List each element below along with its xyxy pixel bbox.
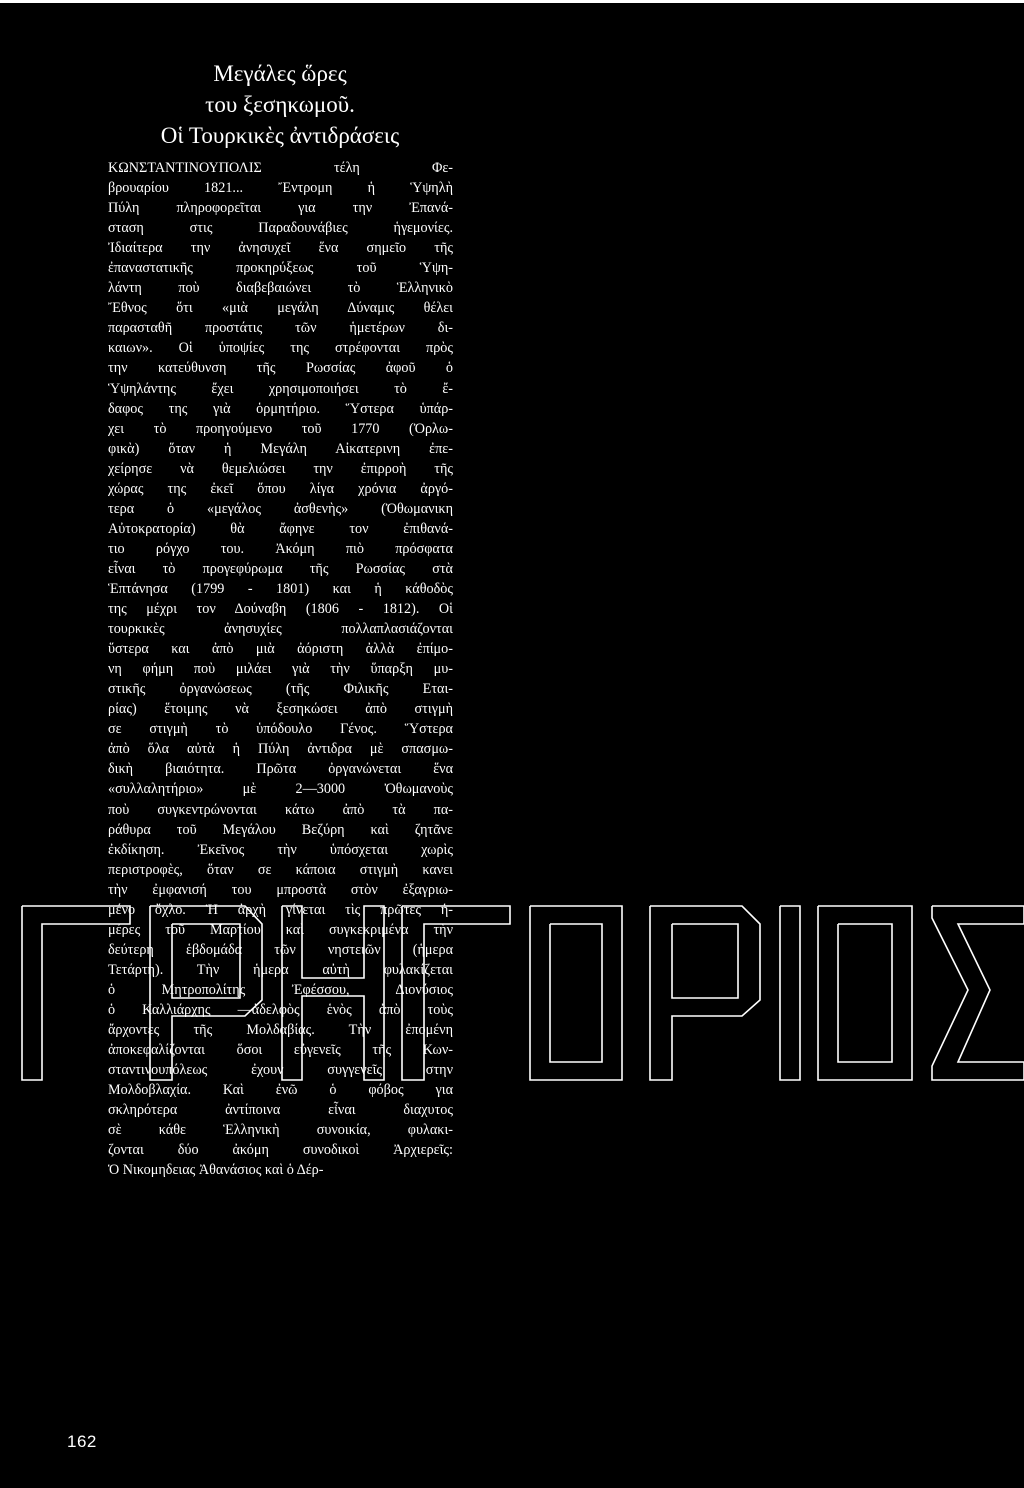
article-line: δικὴ βιαιότητα. Πρῶτα ὀργανώνεται ἕνα: [108, 761, 453, 778]
article-line: χει τὸ προηγούμενο τοῦ 1770 (Ὀρλω-: [108, 420, 453, 437]
article-line: τερα ὁ «μεγάλος ἀσθενὴς» (Ὀθωμανικη: [108, 500, 453, 517]
article-line: Αὐτοκρατορία) θὰ ἄφηνε τον ἐπιθανά-: [108, 520, 453, 537]
letter-gamma-2: [402, 906, 510, 1080]
letter-eta: [282, 906, 384, 1080]
letter-iota: [780, 906, 800, 1080]
article-line: νη φήμη ποὺ μιλάει γιὰ τὴν ὕπαρξη μυ-: [108, 661, 453, 678]
article-line: τὴν ἐμφανισή του μπροστὰ στὸν ἐξαγριω-: [108, 881, 453, 898]
article-line: ἀπὸ ὅλα αὐτὰ ἡ Πύλη ἀντιδρα μὲ σπασμω-: [108, 741, 453, 758]
article-line: παρασταθῆ προστάτις τῶν ἡμετέρων δι-: [108, 320, 453, 337]
article-line: Τετάρτη). Τὴν ἡμερα αὐτὴ φυλακίζεται: [108, 961, 453, 978]
letter-rho-2-inner: [672, 924, 738, 998]
article-line: λάντη ποὺ διαβεβαιώνει τὸ Ἑλληνικὸ: [108, 280, 453, 297]
headline-line: Μεγάλες ὥρες: [213, 61, 347, 86]
article-line: ἄρχοντες τῆς Μολδαβίας. Τὴν ἐπομένη: [108, 1022, 453, 1039]
article-line: ποὺ συγκεντρώνονται κάτω ἀπὸ τὰ πα-: [108, 801, 453, 818]
article-line: καιων». Οἱ ὑποψίες της στρέφονται πρὸς: [108, 340, 453, 357]
letter-rho-inner: [172, 924, 240, 998]
article-line: δεύτερη ἑβδομάδα τῶν νηστειῶν (ἡμερα: [108, 941, 453, 958]
article-line: χώρας της ἐκεῖ ὅπου λίγα χρόνια ἀργό-: [108, 480, 453, 497]
article-line: Ἔθνος ὅτι «μιὰ μεγάλη Δύναμις θέλει: [108, 300, 453, 317]
article-line: Ὑψηλάντης ἔχει χρησιμοποιήσει τὸ ἔ-: [108, 380, 453, 397]
top-rule: [0, 0, 1024, 3]
article-line: ὕστερα και ἀπὸ μιὰ ἀόριστη ἀλλὰ ἐπίμο-: [108, 641, 453, 658]
article-line: σε στιγμὴ τὸ ὑπόδουλο Γένος. Ὕστερα: [108, 721, 453, 738]
page-number: 162: [67, 1432, 97, 1451]
letter-sigma: [932, 906, 1024, 1080]
article-line: Πύλη πληροφορεῖται για την Ἐπανά-: [108, 200, 453, 217]
letter-omicron-inner: [550, 924, 602, 1062]
article-line: ΚΩΝΣΤΑΝΤΙΝΟΥΠΟΛΙΣ τέλη Φε-: [108, 160, 453, 176]
letter-rho: [150, 906, 262, 1080]
article-line: σκληρότερα ἀντίποινα εἶναι διαχυτος: [108, 1102, 453, 1119]
article-line: ἀποκεφαλίζονται ὅσοι εὐγενεῖς τῆς Κων-: [108, 1042, 453, 1059]
article-line: ρίας) ἕτοιμης νὰ ξεσηκώσει ἀπὸ στιγμὴ: [108, 701, 453, 718]
article-line: Ἰδιαίτερα την ἀνησυχεῖ ἕνα σημεῖο τῆς: [108, 240, 453, 257]
article-line: σὲ κάθε Ἑλληνικὴ συνοικία, φυλακι-: [108, 1122, 453, 1139]
article-line: στικῆς ὀργανώσεως (τῆς Φιλικῆς Εται-: [108, 681, 453, 698]
article-line: ράθυρα τοῦ Μεγάλου Βεζύρη καὶ ζητᾶνε: [108, 821, 453, 838]
article-line: της μέχρι τον Δούναβη (1806 - 1812). Οἱ: [108, 601, 453, 618]
article-line: φικὰ) ὅταν ἡ Μεγάλη Αἰκατερινη ἐπε-: [108, 440, 453, 457]
article-line: Μολδοβλαχία. Καὶ ἐνῶ ὁ φόβος για: [108, 1082, 453, 1099]
article-line: μέρες τοῦ Μαρτίου καὶ συγκεκριμένα τὴν: [108, 921, 453, 938]
article-line: ὁ Καλλιάρχης —ἀδελφὸς ἑνὸς ἀπὸ τοὺς: [108, 1001, 453, 1018]
article-line: τουρκικὲς ἀνησυχίες πολλαπλασιάζονται: [108, 621, 453, 638]
letter-omicron: [530, 906, 622, 1080]
article-line: ἐπαναστατικῆς προκηρύξεως τοῦ Ὑψη-: [108, 260, 453, 277]
letter-omicron-2: [818, 906, 912, 1080]
article-line: βρουαρίου 1821... Ἔντρομη ἡ Ὑψηλὴ: [108, 180, 453, 197]
article-line: περιστροφὲς, ὅταν σε κάποια στιγμὴ κανει: [108, 861, 453, 878]
headline-line: του ξεσηκωμοῦ.: [205, 92, 355, 117]
article-line: σταση στις Παραδουνάβιες ἡγεμονίες.: [108, 220, 453, 237]
article-headline: [110, 58, 450, 151]
letter-omicron-2-inner: [838, 924, 892, 1062]
letter-gamma: [22, 906, 130, 1080]
outlined-letters-graphic: [0, 890, 1024, 1090]
article-line: τιο ρόγχο του. Ἀκόμη πιὸ πρόσφατα: [108, 540, 453, 557]
article-line: δαφος της γιὰ ὁρμητήριο. Ὕστερα ὑπάρ-: [108, 400, 453, 417]
article-line: ὁ Μητροπολίτης Ἐφέσσου, Διονύσιος: [108, 981, 453, 998]
article-line: σταντινουπόλεως ἐχουν συγγενεῖς στην: [108, 1062, 453, 1079]
headline-line: Οἱ Τουρκικὲς ἀντιδράσεις: [160, 123, 400, 148]
article-line: την κατεύθυνση τῆς Ρωσσίας ἀφοῦ ὁ: [108, 360, 453, 377]
article-line: «συλλαλητήριο» μὲ 2—3000 Ὀθωμανοὺς: [108, 781, 453, 798]
article-line: Ὁ Νικομηδειας Ἀθανάσιος καὶ ὁ Δέρ-: [108, 1162, 324, 1179]
article-line: Ἑπτάνησα (1799 - 1801) και ἡ κάθοδὸς: [108, 580, 453, 597]
article-line: μένο ὄχλο. Ἡ ἀρχὴ γίνεται τὶς πρῶτες ἡ-: [108, 901, 453, 918]
letter-rho-2: [650, 906, 760, 1080]
article-line: χείρησε νὰ θεμελιώσει την ἐπιρροὴ τῆς: [108, 460, 453, 477]
outlined-title-word: [0, 890, 1024, 1090]
article-line: ζονται δύο ἀκόμη συνοδικοὶ Ἀρχιερεῖς:: [108, 1142, 453, 1159]
article-line: εἶναι τὸ προγεφύρωμα τῆς Ρωσσίας στὰ: [108, 560, 453, 577]
article-line: ἐκδίκηση. Ἐκεῖνος τὴν ὑπόσχεται χωρὶς: [108, 841, 453, 858]
